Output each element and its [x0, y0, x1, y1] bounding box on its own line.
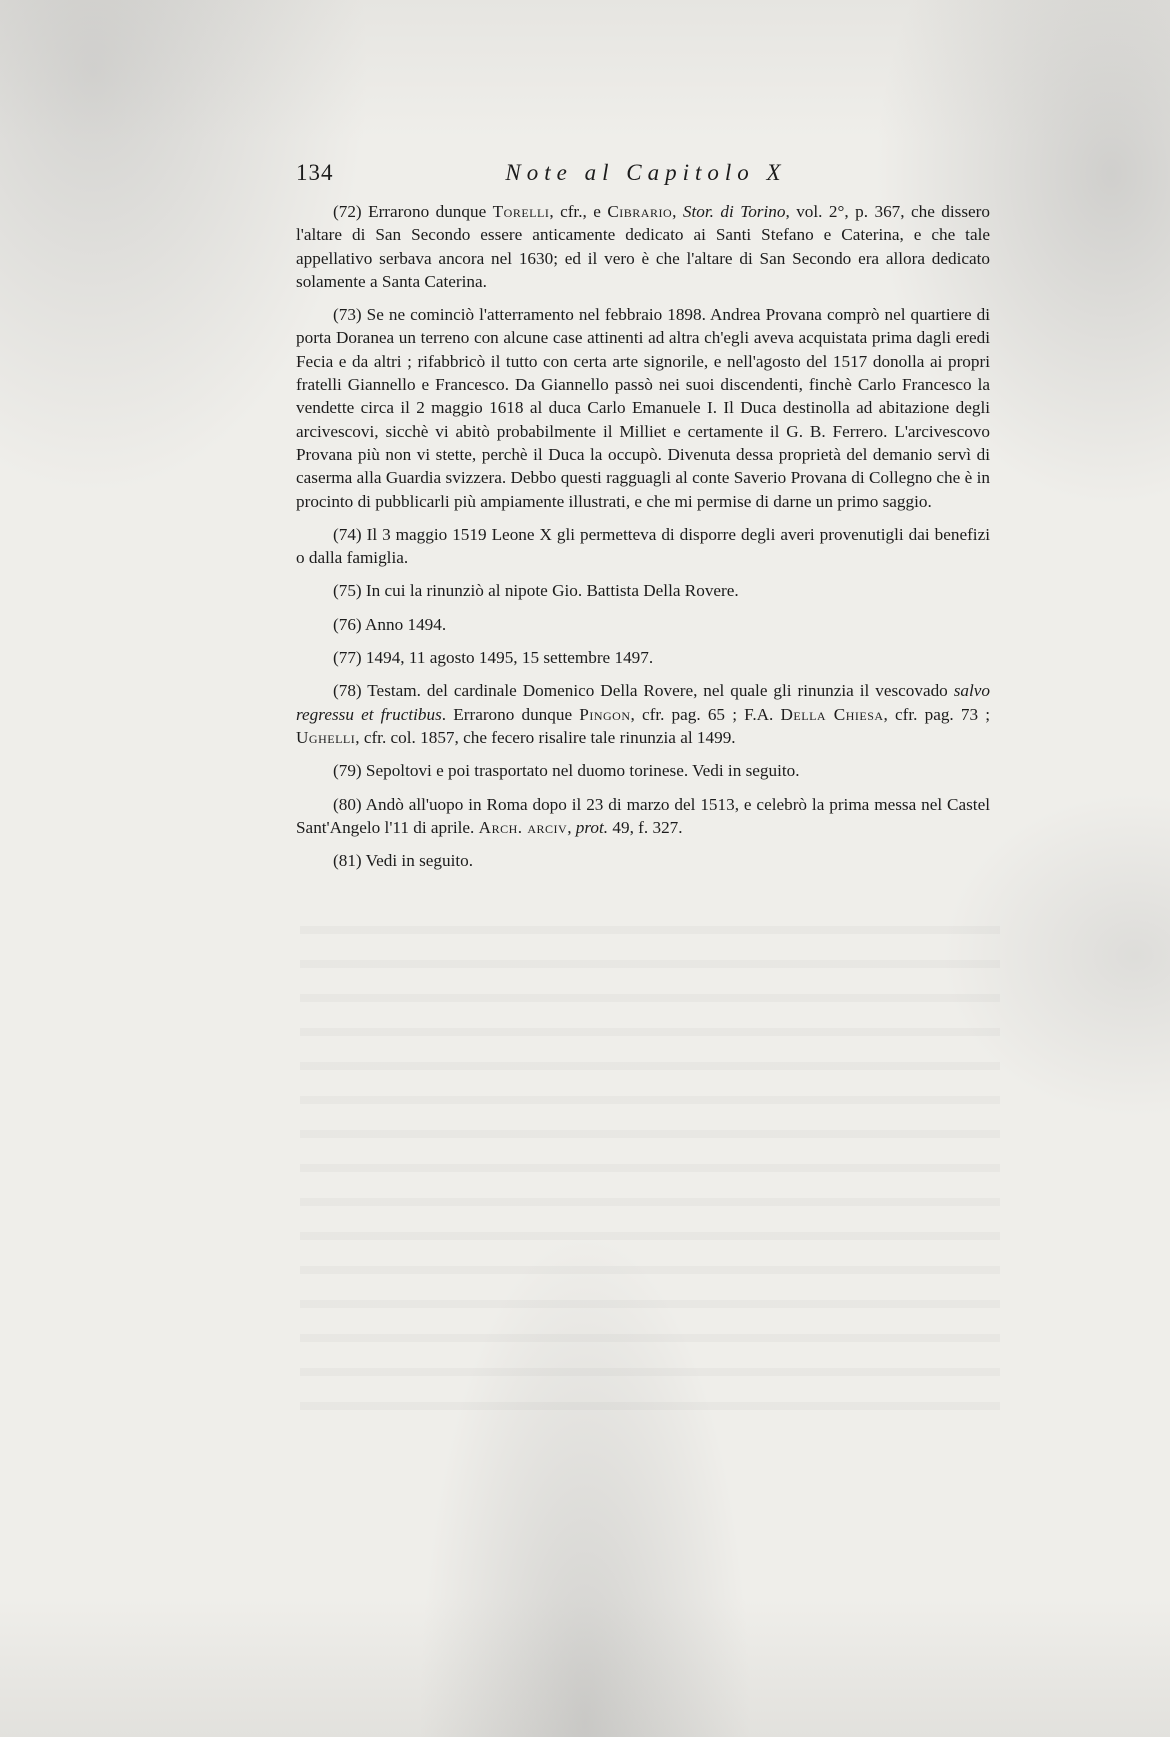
note-text: , vol. 2°, p. 367, che dissero l'altare di San Secondo essere anticamente dedicato ai Santi Stefano e Caterina, e che tale appellativo serbava ancora nel 1630; ed il vero è che l'altare di San Secondo era allora dedicato solamente a Santa Caterina.: [296, 202, 990, 291]
notes-body: [296, 200, 990, 882]
note-text: (72) Errarono dunque: [333, 202, 493, 221]
note-text: ,: [672, 202, 683, 221]
note-text: (77) 1494, 11 agosto 1495, 15 settembre 1497.: [333, 648, 654, 668]
note-text: . Errarono dunque: [441, 704, 580, 724]
italic-text: Stor. di Torino: [682, 202, 786, 221]
small-caps-text: Ughelli: [296, 727, 356, 747]
note-text: (80) Andò all'uopo in Roma dopo il 23 di marzo del 1513, e celebrò la prima messa nel Castel Sant'Angelo l'11 di aprile.: [296, 794, 990, 837]
note-text: , cfr. pag. 65 ; F.A.: [630, 704, 781, 724]
small-caps-text: Della Chiesa: [780, 704, 884, 724]
note-text: (76) Anno 1494.: [333, 614, 447, 634]
note-paragraph: [296, 523, 990, 570]
note-paragraph: [296, 679, 990, 749]
note-paragraph: [296, 200, 990, 293]
page-number: 134: [296, 160, 334, 185]
note-text: ,: [567, 817, 576, 837]
small-caps-text: Pingon: [579, 704, 631, 724]
note-text: (78) Testam. del cardinale Domenico Della Rovere, nel quale gli rinunzia il vescovado: [333, 681, 954, 701]
small-caps-text: Cibrario: [607, 202, 673, 221]
note-text: (75) In cui la rinunziò al nipote Gio. Battista Della Rovere.: [333, 581, 739, 601]
note-paragraph: [296, 613, 990, 636]
note-text: , cfr. pag. 73 ;: [883, 704, 991, 724]
italic-text: prot.: [575, 817, 609, 837]
note-text: , cfr. col. 1857, che fecero risalire tale rinunzia al 1499.: [355, 727, 736, 747]
note-paragraph: [296, 759, 990, 782]
note-paragraph: [296, 646, 990, 669]
note-paragraph: [296, 303, 990, 513]
note-paragraph: [296, 579, 990, 602]
running-title: Note al Capitolo X: [505, 160, 787, 185]
note-paragraph: [296, 849, 990, 872]
small-caps-text: Arch. arciv: [478, 817, 568, 837]
note-text: , cfr., e: [549, 202, 608, 221]
page-header: [296, 160, 996, 190]
italic-text: salvo regressu et fructibus: [296, 681, 990, 724]
note-text: 49, f. 327.: [608, 817, 683, 837]
note-text: (81) Vedi in seguito.: [333, 851, 474, 871]
note-paragraph: [296, 793, 990, 840]
note-text: (74) Il 3 maggio 1519 Leone X gli permetteva di disporre degli averi provenutigli dai benefizi o dalla famiglia.: [296, 524, 990, 568]
note-text: (73) Se ne cominciò l'atterramento nel febbraio 1898. Andrea Provana comprò nel quartiere di porta Doranea un terreno con alcune case attinenti ad altra ch'egli aveva acquistata prima dagli eredi Fecia e da altri ; rifabbricò il tutto con certa arte signorile, e nell'agosto del 1517 donolla ai propri fratelli Giannello e Francesco. Da Giannello passò nei suoi discendenti, finchè Carlo Francesco la vendette circa il 2 maggio 1618 al duca Carlo Emanuele I. Il Duca destinolla ad abitazione degli arcivescovi, sicchè vi abitò probabilmente il Milliet e certamente il G. B. Ferrero. L'arcivescovo Provana più non vi stette, perchè il Duca la occupò. Divenuta dessa proprietà del demanio servì di caserma alla Guardia svizzera. Debbo questi ragguagli al conte Saverio Provana di Collegno che è in procinto di pubblicarli più ampiamente illustrati, e che mi permise di darne un primo saggio.: [296, 305, 990, 511]
show-through-texture: [300, 900, 1000, 1420]
small-caps-text: Torelli: [492, 202, 550, 221]
note-text: (79) Sepoltovi e poi trasportato nel duomo torinese. Vedi in seguito.: [333, 761, 800, 781]
